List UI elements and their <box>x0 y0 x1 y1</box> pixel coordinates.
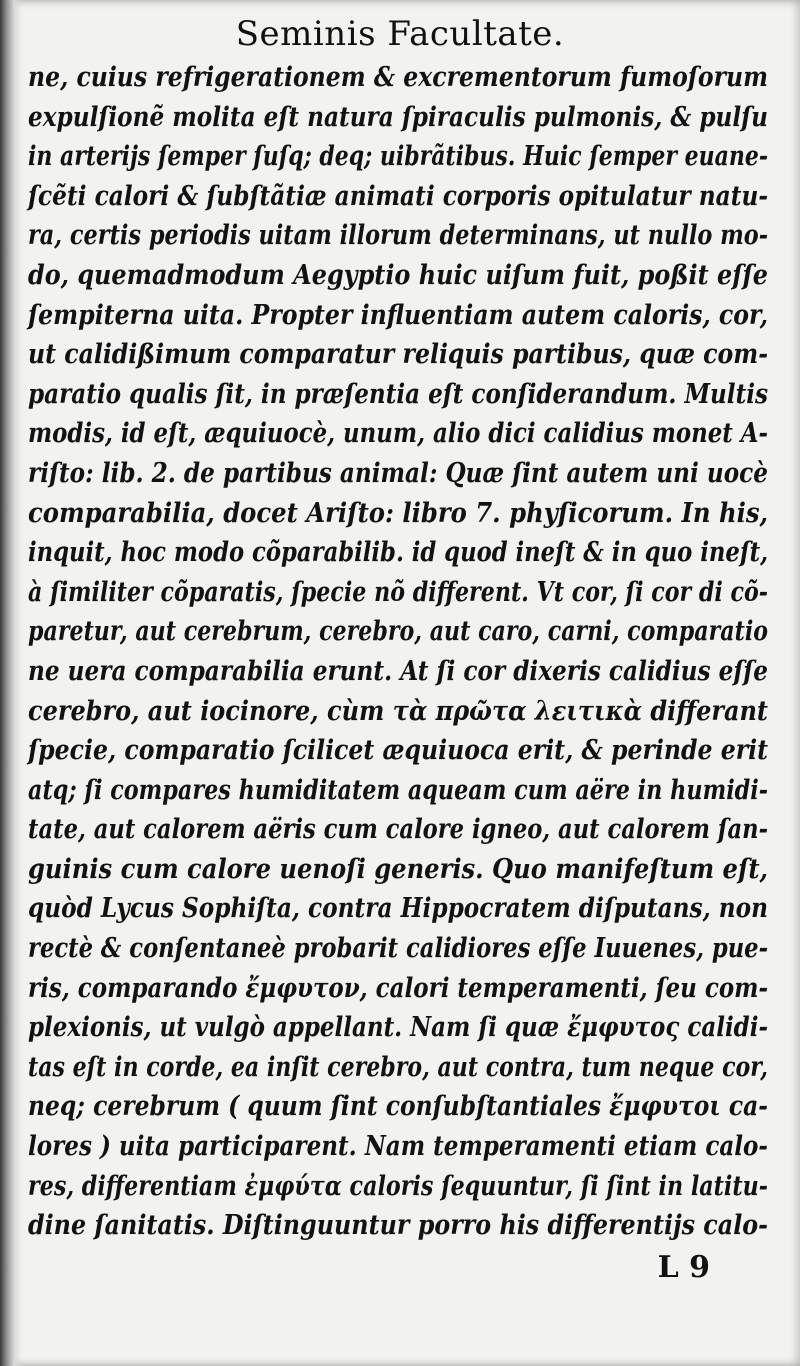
text-line: riſto: lib. 2. de partibus animal: Quæ ſint autem uni uocè <box>28 457 768 489</box>
text-line: quòd Lycus Sophiſta, contra Hippocratem diſputans, non <box>28 893 768 925</box>
text-line: ut calidißimum comparatur reliquis partibus, quæ com- <box>28 339 768 371</box>
text-line: ris, comparando ἔμφυτον, calori temperamenti, ſeu com- <box>28 972 768 1004</box>
text-line: neq; cerebrum ( quum ſint conſubſtantiales ἔμφυτοι ca- <box>28 1091 768 1123</box>
text-line: atq; ſi compares humiditatem aqueam cum aëre in humidi- <box>28 774 768 806</box>
text-line: comparabilia, docet Ariſto: libro 7. phyſicorum. In his, <box>28 497 768 529</box>
text-line: lores ) uita participarent. Nam temperamenti etiam calo- <box>28 1131 768 1163</box>
text-line: cerebro, aut iocinore, cùm τὰ πρῶτα λειτικὰ differant <box>28 695 768 727</box>
text-line: guinis cum calore uenoſi generis. Quo manifeſtum eſt, <box>28 853 768 885</box>
text-line: inquit, hoc modo cõparabilib. id quod ineſt & in quo ineſt, <box>28 537 768 569</box>
text-line: ne, cuius refrigerationem & excrementorum fumoſorum <box>28 62 768 93</box>
text-line: plexionis, ut vulgò appellant. Nam ſi quæ ἔμφυτος calidi- <box>28 1012 768 1044</box>
running-head: Seminis Facultate. <box>235 14 565 54</box>
text-line: paratio qualis ſit, in præſentia eſt conſiderandum. Multis <box>28 378 768 410</box>
text-line: à ſimiliter cõparatis, ſpecie nõ different. Vt cor, ſi cor di cõ- <box>28 576 768 608</box>
body-text <box>28 58 768 1246</box>
text-line: tas eſt in corde, ea inſit cerebro, aut contra, tum neque cor, <box>28 1051 768 1083</box>
text-line: ſempiterna uita. Propter influentiam autem caloris, cor, <box>28 299 768 331</box>
page-gutter-shadow <box>0 0 22 1366</box>
text-line: paretur, aut cerebrum, cerebro, aut caro, carni, comparatio <box>28 616 768 648</box>
text-line: modis, id eſt, æquiuocè, unum, alio dici calidius monet A- <box>28 418 768 450</box>
text-line: in arterijs ſemper ſuſq; deq; uibrãtibus. Huic ſemper euane- <box>28 141 768 173</box>
text-line: res, differentiam ἐμφύτα caloris ſequuntur, ſi ſint in latitu- <box>28 1170 768 1202</box>
text-line: ſcẽti calori & ſubſtãtiæ animati corporis opitulatur natu- <box>28 180 768 212</box>
text-line: do, quemadmodum Aegyptio huic uiſum fuit, poßit eſſe <box>28 259 768 291</box>
text-line: dine ſanitatis. Diſtinguuntur porro his differentijs calo- <box>28 1210 768 1242</box>
text-line: expulſionẽ molita eſt natura ſpiraculis pulmonis, & pulſu <box>28 101 768 133</box>
signature-mark: L 9 <box>657 1250 710 1285</box>
text-line: ra, certis periodis uitam illorum determinans, ut nullo mo- <box>28 220 768 252</box>
text-line: tate, aut calorem aëris cum calore igneo, aut calorem ſan- <box>28 814 768 846</box>
text-line: ne uera comparabilia erunt. At ſi cor dixeris calidius eſſe <box>28 655 768 687</box>
text-line: rectè & conſentaneè probarit calidiores eſſe Iuuenes, pue- <box>28 933 768 965</box>
text-line: ſpecie, comparatio ſcilicet æquiuoca erit, & perinde erit <box>28 735 768 767</box>
